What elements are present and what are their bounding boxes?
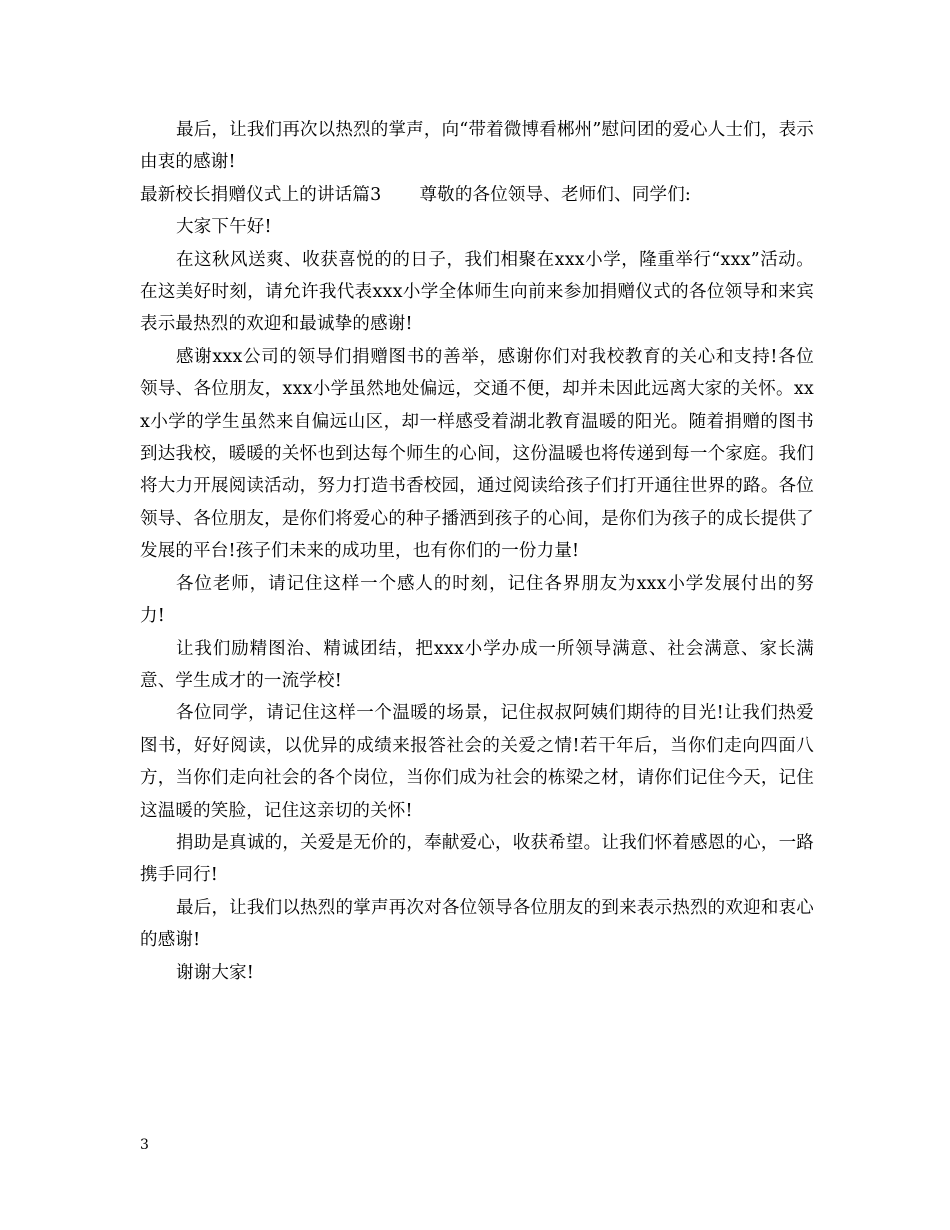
section-salutation: 尊敬的各位领导、老师们、同学们:: [419, 184, 692, 205]
paragraph-students: 各位同学，请记住这样一个温暖的场景，记住叔叔阿姨们期待的目光!让我们热爱图书，好好阅读，以优异的成绩来报答社会的关爱之情!若干年后，当你们走向四面八方，当你们走向社会的各个岗位，当你们成为社会的栋梁之材，请你们记住今天，记住这温暖的笑脸，记住这亲切的关怀!: [140, 703, 814, 821]
paragraph-final-thanks: 最后，让我们以热烈的掌声再次对各位领导各位朋友的到来表示热烈的欢迎和衷心的感谢!: [140, 897, 814, 951]
paragraph-goal: 让我们励精图治、精诚团结，把xxx小学办成一所领导满意、社会满意、家长满意、学生成才的一流学校!: [140, 638, 814, 691]
paragraph-thank-you: 谢谢大家!: [176, 962, 255, 983]
paragraph-teachers: 各位老师，请记住这样一个感人的时刻，记住各界朋友为xxx小学发展付出的努力!: [140, 573, 814, 627]
paragraph-donation: 捐助是真诚的，关爱是无价的，奉献爱心，收获希望。让我们怀着感恩的心，一路携手同行!: [140, 832, 814, 886]
document-body: [140, 114, 814, 989]
paragraph-greeting: 大家下午好!: [176, 217, 272, 238]
section-heading-line: [140, 179, 814, 211]
paragraph-thanks: 感谢xxx公司的领导们捐赠图书的善举，感谢你们对我校教育的关心和支持!各位领导、各位朋友，xxx小学虽然地处偏远，交通不便，却并未因此远离大家的关怀。xxx小学的学生虽然来自偏远山区，却一样感受着湖北教育温暖的阳光。随着捐赠的图书到达我校，暖暖的关怀也到达每个师生的心间，这份温暖也将传递到每一个家庭。我们将大力开展阅读活动，努力打造书香校园，通过阅读给孩子们打开通往世界的路。各位领导、各位朋友，是你们将爱心的种子播洒到孩子的心间，是你们为孩子的成长提供了发展的平台!孩子们未来的成功里，也有你们的一份力量!: [140, 346, 814, 562]
page-number: 3: [140, 1137, 149, 1153]
paragraph-closing-previous: 最后，让我们再次以热烈的掌声，向“带着微博看郴州”慰问团的爱心人士们，表示由衷的感谢!: [140, 120, 814, 173]
section-title: 最新校长捐赠仪式上的讲话篇3: [140, 184, 382, 205]
paragraph-welcome: 在这秋风送爽、收获喜悦的的日子，我们相聚在xxx小学，隆重举行“xxx”活动。在这美好时刻，请允许我代表xxx小学全体师生向前来参加捐赠仪式的各位领导和来宾表示最热烈的欢迎和最诚挚的感谢!: [140, 249, 814, 335]
